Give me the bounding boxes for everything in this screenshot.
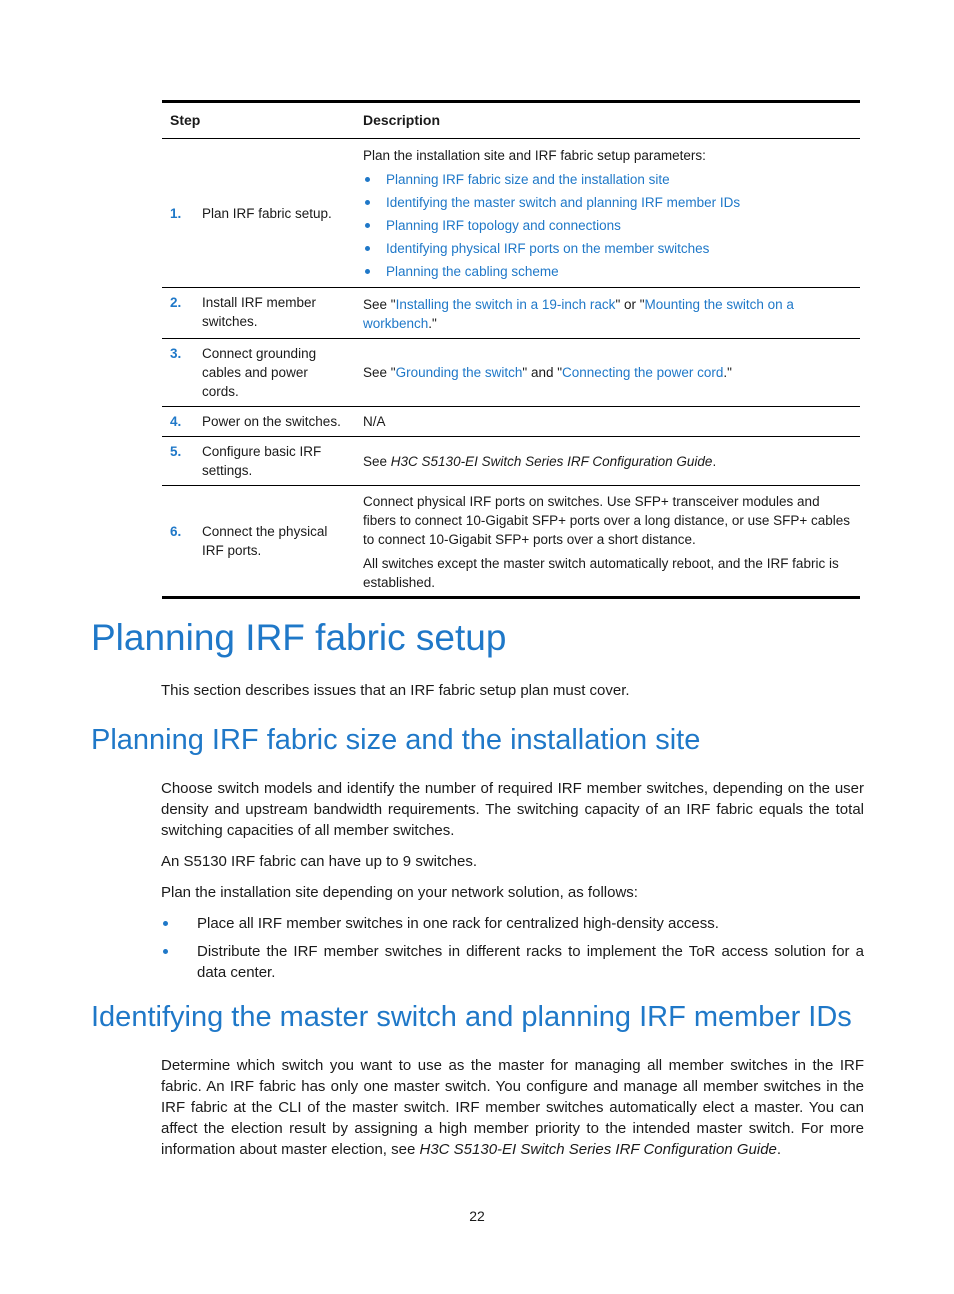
table-header-row [162, 102, 860, 139]
description-text: See [363, 453, 391, 469]
step-text: Power on the switches. [202, 414, 341, 429]
step-number: 6. [170, 524, 182, 539]
subsection-title-master-ids: Identifying the master switch and planning IRF member IDs [91, 1001, 852, 1033]
step-number: 1. [170, 205, 182, 221]
description-text: ." [723, 365, 732, 380]
guide-reference: H3C S5130-EI Switch Series IRF Configuration Guide [390, 453, 713, 469]
step-text: Plan IRF fabric setup. [202, 205, 332, 221]
link-size-site[interactable]: Planning IRF fabric size and the installation site [386, 172, 670, 187]
link-grounding[interactable]: Grounding the switch [395, 365, 523, 380]
link-install-rack[interactable]: Installing the switch in a 19-inch rack [395, 297, 616, 312]
description-text: Plan the installation site and IRF fabric setup parameters: [363, 148, 706, 163]
table-row [162, 288, 860, 339]
description-text: See " [363, 365, 396, 380]
step-text: Connect the physical IRF ports. [202, 524, 328, 558]
step-text: Connect grounding cables and power cords. [202, 346, 317, 399]
table-row [162, 339, 860, 407]
paragraph: Plan the installation site depending on your network solution, as follows: [161, 884, 638, 901]
step-number: 3. [170, 346, 182, 361]
link-mount-workbench[interactable]: Mounting the switch on a workbench [363, 297, 794, 331]
description-text: " or " [615, 297, 645, 312]
link-cabling[interactable]: Planning the cabling scheme [386, 264, 559, 279]
table-row [162, 407, 860, 437]
bullet-list [161, 913, 864, 983]
description-text: " and " [522, 365, 563, 380]
steps-table [162, 100, 860, 599]
description-text: N/A [363, 414, 386, 429]
description-text: Connect physical IRF ports on switches. Use SFP+ transceiver modules and fibers to connect 10-Gigabit SFP+ ports over a long distance, or use SFP+ cables to connect 10-Gigabit SFP+ ports over a short distance. [363, 494, 851, 547]
description-text: . [712, 453, 717, 469]
step-number: 5. [170, 444, 182, 459]
link-topology[interactable]: Planning IRF topology and connections [386, 218, 621, 233]
list-item: Place all IRF member switches in one rack for centralized high-density access. [161, 913, 864, 934]
header-description: Description [355, 102, 860, 139]
table-row [162, 437, 860, 486]
link-power-cord[interactable]: Connecting the power cord [562, 365, 724, 380]
paragraph [161, 1055, 864, 1160]
link-list [363, 170, 852, 281]
step-number: 4. [170, 414, 182, 429]
link-master-ids[interactable]: Identifying the master switch and planning IRF member IDs [386, 195, 741, 210]
step-text: Configure basic IRF settings. [202, 444, 322, 478]
table-row [162, 486, 860, 598]
header-step: Step [162, 102, 355, 139]
list-item: Distribute the IRF member switches in different racks to implement the ToR access solution for a data center. [161, 941, 864, 983]
description-text: All switches except the master switch automatically reboot, and the IRF fabric is established. [363, 556, 839, 590]
page-number: 22 [469, 1208, 485, 1224]
description-text: See " [363, 297, 396, 312]
subsection-title-size-site: Planning IRF fabric size and the installation site [91, 724, 701, 756]
step-text: Install IRF member switches. [202, 295, 317, 329]
paragraph-text: Determine which switch you want to use as the master for managing all member switches in the IRF fabric. An IRF fabric has only one master switch. You configure and manage all member switches in the IRF fabric at the CLI of the master switch. IRF member switches automatically elect a master. You can affect the election result by assigning a high member priority to the intended master switch. For more information about master election, see [161, 1057, 864, 1158]
section-title: Planning IRF fabric setup [91, 617, 507, 658]
size-section-body [161, 778, 864, 990]
paragraph: Choose switch models and identify the number of required IRF member switches, depending on the user density and upstream bandwidth requirements. The switching capacity of an IRF fabric equals the total switching capacities of all member switches. [161, 780, 864, 839]
paragraph-text: . [776, 1141, 782, 1158]
step-number: 2. [170, 295, 182, 310]
master-section-body [161, 1055, 864, 1170]
link-physical-ports[interactable]: Identifying physical IRF ports on the member switches [386, 241, 710, 256]
guide-reference: H3C S5130-EI Switch Series IRF Configuration Guide [419, 1141, 777, 1158]
table-row [162, 139, 860, 288]
intro-paragraph: This section describes issues that an IRF fabric setup plan must cover. [161, 682, 630, 699]
description-text: ." [428, 316, 437, 331]
paragraph: An S5130 IRF fabric can have up to 9 switches. [161, 853, 478, 870]
